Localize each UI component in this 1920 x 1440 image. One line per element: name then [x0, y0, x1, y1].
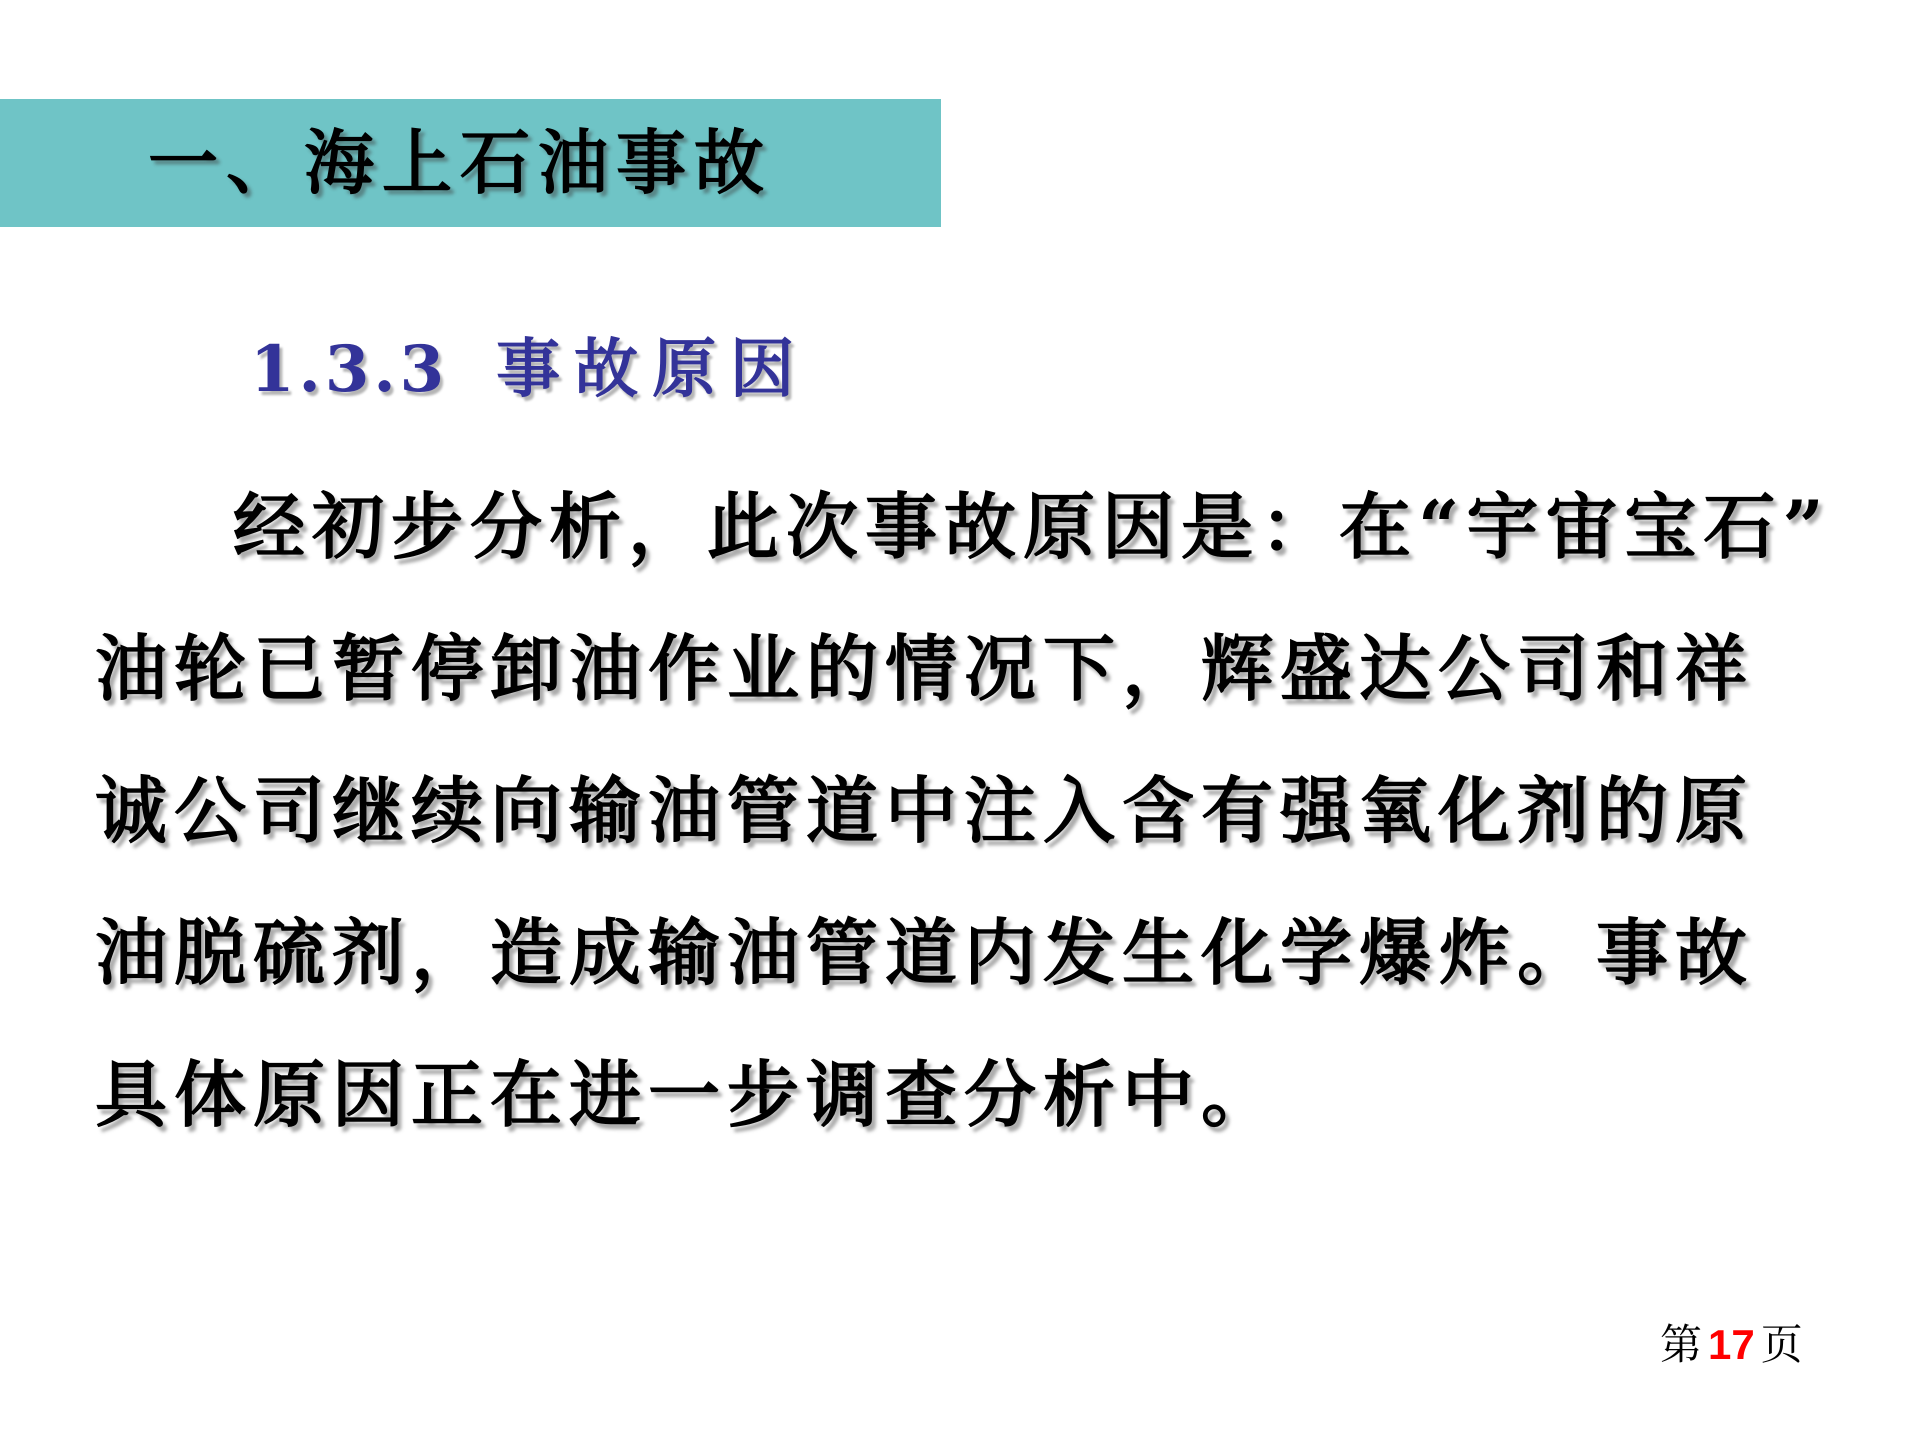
paragraph-line-4: 油脱硫剂，造成输油管道内发生化学爆炸。事故	[95, 910, 1755, 995]
page-footer-suffix: 页	[1760, 1320, 1803, 1369]
paragraph-line-5: 具体原因正在进一步调查分析中。	[95, 1052, 1281, 1137]
section-title: 一、海上石油事故	[148, 121, 772, 204]
paragraph-line-3: 诚公司继续向输油管道中注入含有强氧化剂的原	[95, 768, 1755, 853]
page-footer	[1660, 1312, 1803, 1372]
page-number: 17	[1708, 1321, 1755, 1368]
heading-text: 事故原因	[496, 332, 809, 407]
section-banner	[0, 99, 941, 227]
body-paragraph	[95, 462, 1855, 1172]
page-footer-prefix: 第	[1660, 1320, 1703, 1369]
paragraph-line-2: 油轮已暂停卸油作业的情况下，辉盛达公司和祥	[95, 626, 1755, 711]
paragraph-line-1: 经初步分析，此次事故原因是：在“宇宙宝石”	[233, 484, 1831, 569]
subsection-heading	[250, 318, 808, 410]
heading-number: 1.3.3	[250, 332, 449, 407]
